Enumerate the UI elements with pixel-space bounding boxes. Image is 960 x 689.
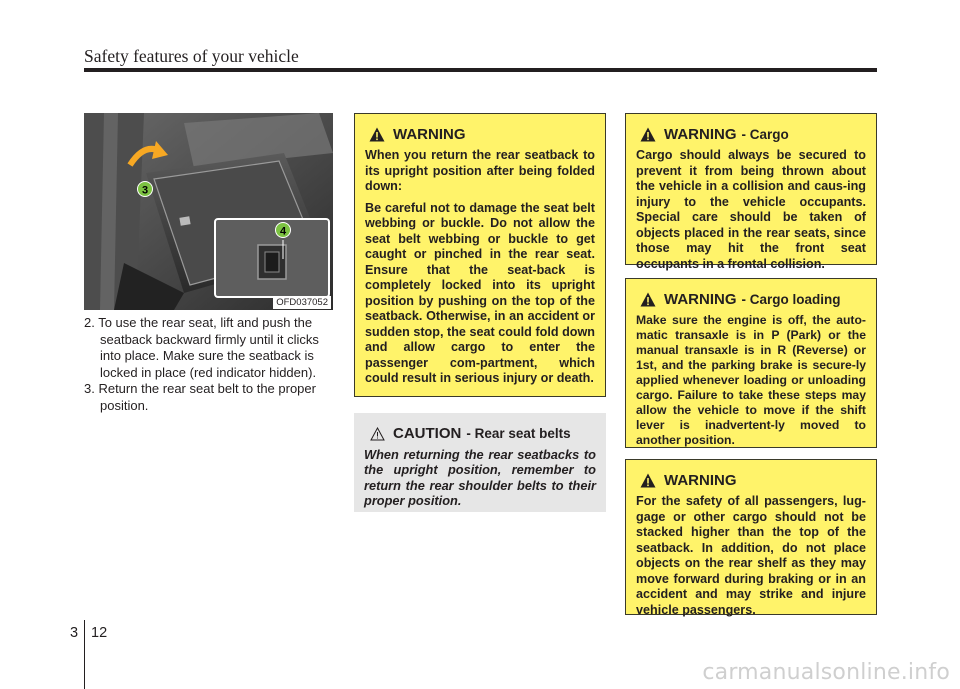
warning-triangle-icon	[640, 127, 656, 142]
warning-shelf-body: For the safety of all passengers, lug-gage or other cargo should not be stacked higher than the top of the seatback. In addition, do not place objects on the rear shelf as they may move forward during braking or in an accident and may strike and injure vehicle passengers.	[636, 494, 866, 617]
warning-triangle-icon	[640, 473, 656, 488]
warning-seatback-intro: When you return the rear seatback to its upright position after being folded down:	[365, 148, 595, 193]
chapter-number: 3	[70, 625, 79, 641]
warning-loading-heading	[636, 291, 866, 308]
warning-cargo-box	[625, 113, 877, 271]
warning-triangle-icon	[369, 127, 385, 142]
warning-seatback-box	[354, 113, 606, 397]
warning-cargo-heading	[636, 126, 866, 143]
callout-3-label: 3	[141, 184, 149, 197]
callout-4-label: 4	[279, 225, 287, 238]
warning-shelf-box	[625, 459, 877, 615]
instruction-steps	[84, 315, 336, 415]
step-item: 2. To use the rear seat, lift and push the seatback backward firmly until it clicks into place. Make sure the seatback is locked in place (red indicator hidden).	[84, 315, 319, 380]
warning-triangle-icon	[640, 292, 656, 307]
page-number: 12	[91, 625, 108, 641]
warning-shelf-heading	[636, 472, 866, 489]
caution-belts-title: CAUTION	[393, 425, 462, 442]
warning-loading-body: Make sure the engine is off, the auto-matic transaxle is in P (Park) or the manual transaxle is in R (Reverse) or 1st, and the parking brake is secure-ly applied whenever loading or unloading cargo. Failure to take these steps may allow the vehicle to move if the shift lever is inadvertent-ly moved to another position.	[636, 313, 866, 447]
section-header-title: Safety features of your vehicle	[84, 46, 299, 66]
step-item: 3. Return the rear seat belt to the proper position.	[84, 381, 316, 413]
warning-cargo-subtitle: - Cargo	[741, 127, 789, 142]
page-number-separator	[84, 620, 85, 689]
watermark: carmanualsonline.info	[702, 660, 950, 685]
header-rule	[84, 68, 877, 72]
warning-seatback-heading	[365, 126, 595, 143]
warning-shelf-title: WARNING	[664, 472, 737, 489]
warning-loading-title: WARNING	[664, 291, 737, 308]
warning-seatback-body: Be careful not to damage the seat belt webbing or buckle. Do not allow the seat belt webbing or buckle to get caught or pinched in the rear seat. Ensure that the seat-back is completely locked into its upright position by pushing on the top of the seatback. Otherwise, in an accident or sudden stop, the seat could fold down and allow cargo to enter the passenger com-partment, which could result in serious injury or death.	[365, 200, 595, 385]
caution-belts-subtitle: - Rear seat belts	[466, 426, 571, 441]
caution-triangle-icon	[370, 427, 385, 441]
figure-code: OFD037052	[273, 296, 331, 309]
warning-cargo-body: Cargo should always be secured to prevent it from being thrown about the vehicle in a collision and caus-ing injury to the vehicle occupants. Special care should be taken of objects placed in the rear seats, since those may hit the front seat occupants in a frontal collision.	[636, 148, 866, 271]
warning-cargo-title: WARNING	[664, 126, 737, 143]
warning-loading-subtitle: - Cargo loading	[741, 292, 841, 307]
caution-belts-body: When returning the rear seatbacks to the upright position, remember to return the rear shoulder belts to their proper position.	[364, 447, 596, 509]
rear-seat-illustration	[84, 113, 333, 310]
rear-seat-photo	[84, 113, 333, 310]
warning-seatback-title: WARNING	[393, 126, 466, 143]
warning-loading-box	[625, 278, 877, 448]
caution-belts-box	[354, 413, 606, 512]
caution-belts-heading	[364, 425, 596, 442]
